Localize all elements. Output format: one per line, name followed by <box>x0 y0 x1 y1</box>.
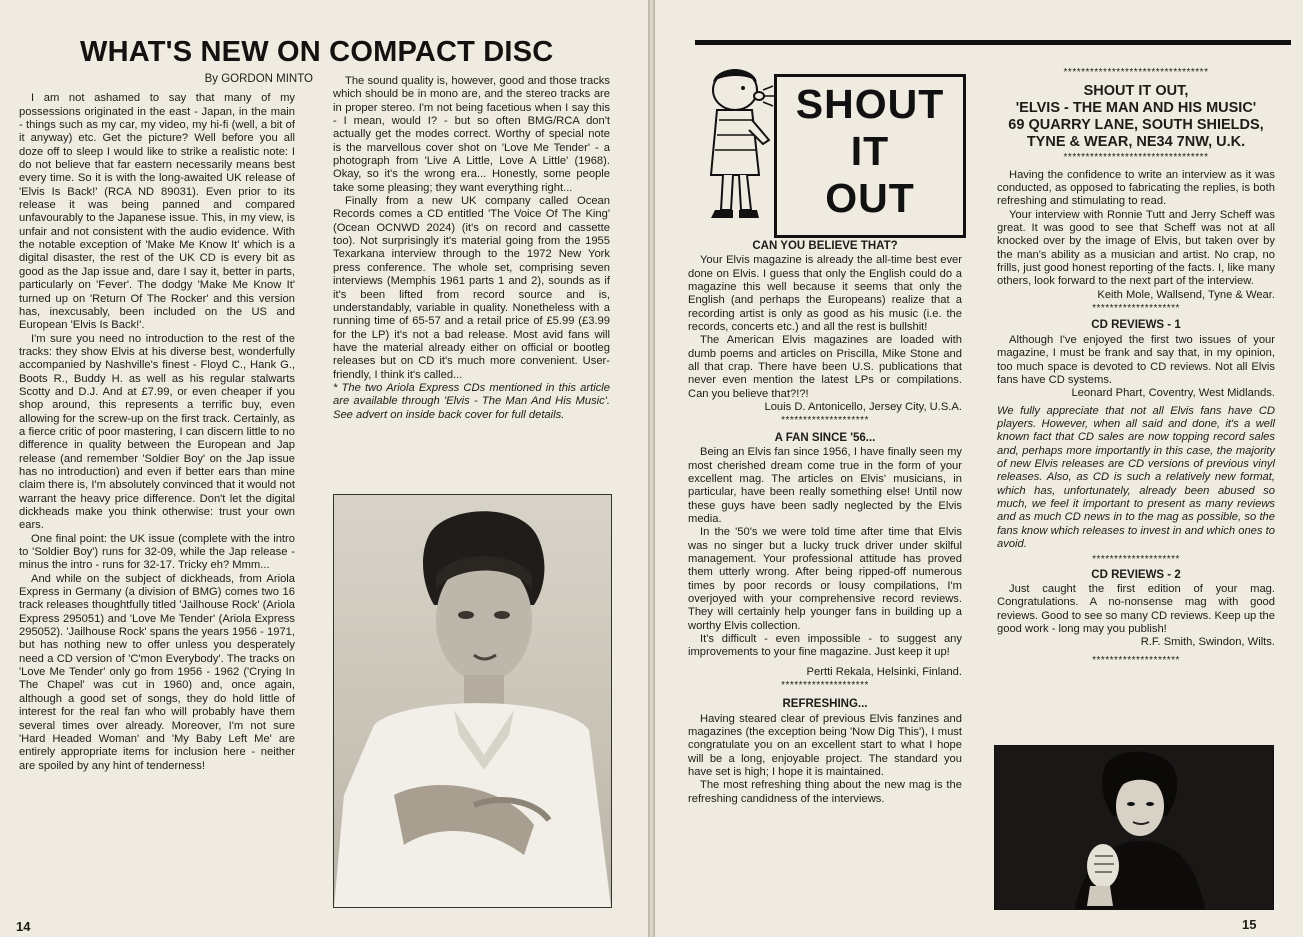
paragraph: Just caught the first edition of your mag. Congratulations. A no-nonsense mag with good reviews. Good to see so many CD reviews. Keep up the good work - long may you publish! <box>997 583 1275 636</box>
paragraph: Finally from a new UK company called Ocean Records comes a CD entitled 'The Voice Of The King' (Ocean OCNWD 2024) (it's on record and cassette too). Not surprisingly it's material going from the 1955 Texarkana interview through to the 1972 New York press conference. The whole set, comprising seven interviews (Memphis 1961 parts 1 and 2), sounds as if it's been lifted from record source and is, understandably, variable in quality. Nonetheless with a running time of 65-57 and a retail price of £5.99 (£3.99 for the LP) it's not a bad release. Most avid fans will have the material already either on official or bootleg releases but on CD it's much more convenient. User-friendly, I think it's called... <box>333 195 610 381</box>
article-column-1 <box>19 73 313 773</box>
letter-signature: Pertti Rekala, Helsinki, Finland. <box>806 665 962 678</box>
divider-stars: ******************** <box>781 680 869 691</box>
article-title: WHAT'S NEW ON COMPACT DISC <box>80 36 554 68</box>
letters-column-2 <box>997 66 1275 667</box>
byline: By GORDON MINTO <box>204 73 313 85</box>
letter-heading: CD REVIEWS - 2 <box>1091 568 1181 581</box>
paragraph: And while on the subject of dickheads, from Ariola Express in Germany (a division of BMG) comes two 16 track releases thoughtfully titled 'Jailhouse Rock' (Ariola Express 295051) and 'Love Me Tender' (Ariola Express 295052). 'Jailhouse Rock' spans the years 1956 - 1971, but has nothing new to offer unless you desperately need a CD version of 'C'mon Everybody'. The tracks on 'Love Me Tender' only go from 1956 - 1962 ('Crying In The Chapel' was cut in 1960) and, once again, although a good set of songs, they do hold little of interest for the real fan who will probably have them several times over already. Moreover, I'm not sure 'Hard Headed Woman' and 'My Baby Left Me' are entirely appropriate items for inclusion here - neither are spoiled by any hint of tenderness! <box>19 572 295 772</box>
logo-word: OUT <box>825 175 915 221</box>
paragraph: The most refreshing thing about the new mag is the refreshing candidness of the interviews. <box>688 779 962 805</box>
letter-heading: REFRESHING... <box>782 698 868 711</box>
divider-stars: ******************** <box>781 415 869 427</box>
paragraph: Your Elvis magazine is already the all-time best ever done on Elvis. I guess that only the English could do a magazine this well because it seems that only the English (and perhaps the Europeans) realize that a recording artist is only as good as his music (i.e. the records, concerts etc.) and all the rest is bullshit! <box>688 254 962 334</box>
article-column-2 <box>333 75 610 422</box>
paragraph: I'm sure you need no introduction to the rest of the tracks: they show Elvis at his diverse best, wonderfully accompanied by Nashville's finest - Floyd C., Hank G., Boots R., Buddy H. as well as his regular stalwarts Scotty and D.J. And at £7.99, or even cheaper if you shop around, this represents a terrific buy, even allowing for the screw-up on the first track. Certainly, as a fierce critic of poor mastering, I can discern little to no difference in quality between the European and Jap release (and remember 'Soldier Boy' on the Jap issue has no introduction) and even if better ears than mine claim there is, I'm absolutely convinced that it would not warrant the heavy price difference. Don't let the digital dickheads make you think otherwise: trust your own ears. <box>19 332 295 532</box>
paragraph: The American Elvis magazines are loaded with dumb poems and articles on Priscilla, Mike Stone and all that crap. There have been U.S. publications that never even mention the latest LPs or compilations. Can you believe that?!?! <box>688 334 962 400</box>
article-footnote: * The two Ariola Express CDs mentioned in this article are available through 'Elvis - The Man And His Music'. See advert on inside back cover for full details. <box>333 381 610 421</box>
paragraph: One final point: the UK issue (complete with the intro to 'Soldier Boy') runs for 32-09, while the Jap release - minus the intro - runs for 32-17. Tricky eh? Mmm... <box>19 532 295 572</box>
letter-heading: CD REVIEWS - 1 <box>1091 319 1181 332</box>
paragraph: In the '50's we were told time after time that Elvis was no singer but a lucky truck driver under skilful management. Your professional attitude has proved them utterly wrong. After being ripped-off numerous times by poor records or lousy compilations, I'm overjoyed with your comprehensive record reviews. They will certainly help younger fans in building up a worthy Elvis collection. <box>688 526 962 632</box>
divider-stars: ******************** <box>1092 554 1180 566</box>
divider-stars: ********************************* <box>1063 152 1209 164</box>
divider-stars: ******************** <box>1092 303 1180 315</box>
elvis-portrait-icon <box>334 495 611 907</box>
page-left <box>0 0 648 937</box>
shouting-cartoon-figure-icon <box>697 60 777 230</box>
paragraph: Being an Elvis fan since 1956, I have finally seen my most cherished dream come true in the form of your excellent mag. The articles on Elvis' musicians, in particular, have been really something else! Until now these guys have been sadly neglected by the Elvis media. <box>688 446 962 525</box>
paragraph: It's difficult - even impossible - to suggest any improvements to your fine magazine. Just keep it up! <box>688 632 962 659</box>
elvis-stage-photo <box>994 745 1274 910</box>
letter-signature: Keith Mole, Wallsend, Tyne & Wear. <box>1097 288 1275 301</box>
paragraph: I am not ashamed to say that many of my possessions originated in the east - Japan, in the main - things such as my car, my video, my hi-fi (well, a bit of it anyway) etc. Get the picture? Well before you all doze off to sleep I would like to strike a realistic note: I do not believe that far eastern necessarily means best every time. So it is with the long-awaited UK release of 'Elvis Is Back!' (RCA ND 89031). Even prior to its release it was being panned and compared unfavourably to the Japanese issue. This, in my view, is unfair and not consistent with the audio evidence. With the notable exception of 'Make Me Know It' which is a digital disaster, the rest of the UK CD is every bit as good as the Jap issue and, dare I say it, better in parts, particularly on 'Fever'. The dodgy 'Make Me Know It' turned up on 'Return Of The Rocker' and this version has, inexcusably, been included on the US and European 'Elvis Is Back!'. <box>19 92 295 332</box>
address-line: 'ELVIS - THE MAN AND HIS MUSIC' <box>1015 100 1257 117</box>
divider-stars: ********************************* <box>1063 67 1209 78</box>
elvis-stage-icon <box>995 746 1273 909</box>
top-rule <box>695 40 1291 45</box>
shout-it-out-logo <box>774 74 966 238</box>
paragraph: Although I've enjoyed the first two issues of your magazine, I must be frank and say that, in my opinion, too much space is devoted to CD reviews. Not all Elvis fans have CD systems. <box>997 333 1275 386</box>
logo-word: IT <box>850 128 890 174</box>
editor-reply: We fully appreciate that not all Elvis fans have CD players. However, when all said and done, it's a well known fact that CD sales are now topping record sales and, perhaps more importantly in this case, the majority of new Elvis releases are CD versions of previous vinyl releases. Also, as CD is such a relatively new format, which has, unfortunately, already been abused so much, we feel it important to present as many reviews and as much CD news in to the mag as possible, so the fans know which releases to invest in and which ones to avoid. <box>997 404 1275 550</box>
letter-heading: CAN YOU BELIEVE THAT? <box>752 240 898 252</box>
address-line: SHOUT IT OUT, <box>1083 83 1189 100</box>
elvis-portrait-photo <box>333 494 612 908</box>
page-number: 15 <box>1242 917 1257 932</box>
paragraph: The sound quality is, however, good and those tracks which should be in mono are, and the stereo tracks are in proper stereo. I'm not being facetious when I say this - I mean, would I? - but so often BMG/RCA don't actually get the modes correct. Worthy of special note is the marvellous cover shot on 'Love Me Tender' - a photograph from 'Live A Little, Love A Little' (1968). Okay, so it's the wrong era... Honestly, some people take some pleasing; they want everything right... <box>333 75 610 194</box>
paragraph: Having steared clear of previous Elvis fanzines and magazines (the exception being 'Now Dig This'), I must congratulate you on an excellent start to what I hope will be a long, enjoyable project. The standard you have set is high; I hope it is maintained. <box>688 712 962 779</box>
letter-heading: A FAN SINCE '56... <box>774 431 876 444</box>
address-line: 69 QUARRY LANE, SOUTH SHIELDS, <box>1008 117 1264 134</box>
spine-gutter <box>648 0 655 937</box>
letter-signature: Louis D. Antonicello, Jersey City, U.S.A. <box>764 401 962 414</box>
letter-signature: R.F. Smith, Swindon, Wilts. <box>1140 636 1275 649</box>
page-right <box>655 0 1303 937</box>
letters-column-1 <box>688 238 962 806</box>
page-number: 14 <box>16 919 31 934</box>
letter-signature: Leonard Phart, Coventry, West Midlands. <box>1071 387 1275 400</box>
address-line: TYNE & WEAR, NE34 7NW, U.K. <box>1026 134 1246 151</box>
paragraph: Having the confidence to write an interview as it was conducted, as opposed to fabricating the replies, is both refreshing and stimulating to read. <box>997 168 1275 208</box>
paragraph: Your interview with Ronnie Tutt and Jerry Scheff was great. It was good to see that Scheff was not at all knocked over by the image of Elvis, but taken over by the man's ability as a musician and artist. No crap, no frills, just good honest reporting of the facts. I, like many others, look forward to the next part of the interview. <box>997 208 1275 288</box>
divider-stars: ******************** <box>1092 654 1180 666</box>
logo-word: SHOUT <box>795 81 945 127</box>
